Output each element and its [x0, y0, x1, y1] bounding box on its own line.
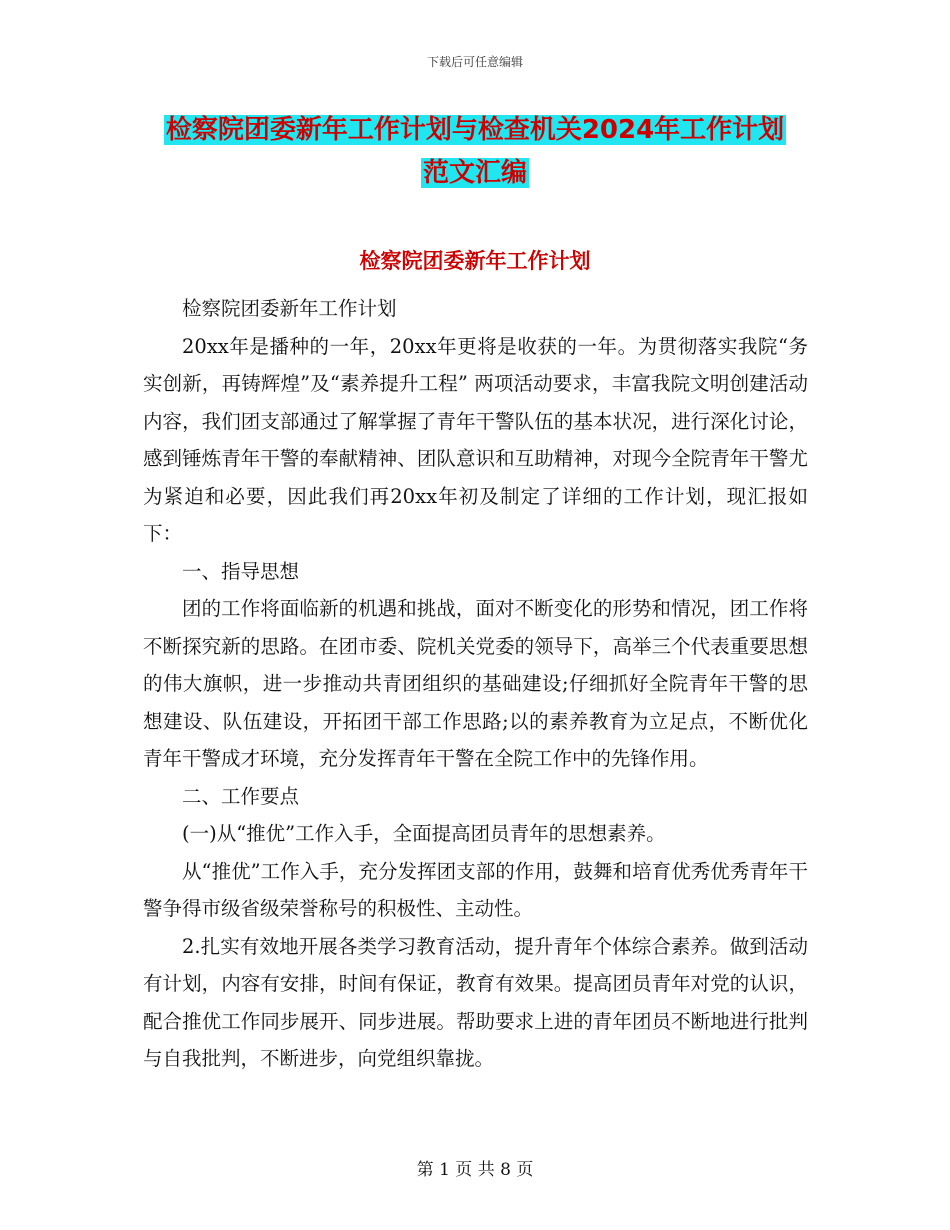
paragraph: 从“推优”工作入手，充分发挥团支部的作用，鼓舞和培育优秀优秀青年干警争得市级省级荣誉称号的积极性、主动性。 — [143, 859, 808, 920]
section-title: 检察院团委新年工作计划 — [359, 249, 591, 273]
paragraph: 20xx年是播种的一年，20xx年更将是收获的一年。为贯彻落实我院“务实创新，再铸辉煌”及“素养提升工程” 两项活动要求，丰富我院文明创建活动内容，我们团支部通过了解掌握了青年干警队伍的基本状况，进行深化讨论，感到锤炼青年干警的奉献精神、团队意识和互助精神，对现今全院青年干警尤为紧迫和必要，因此我们再20xx年初及制定了详细的工作计划，现汇报如下： — [143, 334, 808, 545]
document-title-line-2 — [0, 153, 950, 193]
paragraph: 检察院团委新年工作计划 — [182, 297, 397, 320]
document-title-text-2: 范文汇编 — [422, 158, 527, 188]
paragraph: 2.扎实有效地开展各类学习教育活动，提升青年个体综合素养。做到活动有计划，内容有安排，时间有保证，教育有效果。提高团员青年对党的认识，配合推优工作同步展开、同步进展。帮助要求上进的青年团员不断地进行批判与自我批判，不断进步，向党组织靠拢。 — [143, 934, 808, 1070]
header-note: 下载后可任意编辑 — [426, 55, 523, 69]
page-footer: 第 1 页 共 8 页 — [416, 1160, 534, 1180]
document-body — [143, 290, 808, 1078]
document-title-line-1 — [0, 110, 950, 150]
heading-work-points: 二、工作要点 — [182, 784, 300, 808]
paragraph: 团的工作将面临新的机遇和挑战，面对不断变化的形势和情况，团工作将不断探究新的思路。在团市委、院机关党委的领导下，高举三个代表重要思想的伟大旗帜，进一步推动共青团组织的基础建设;仔细抓好全院青年干警的思想建设、队伍建设，开拓团干部工作思路;以的素养教育为立足点，不断优化青年干警成才环境，充分发挥青年干警在全院工作中的先锋作用。 — [143, 597, 808, 770]
paragraph: (一)从“推优”工作入手，全面提高团员青年的思想素养。 — [182, 822, 666, 845]
heading-guiding-thought: 一、指导思想 — [182, 559, 300, 583]
document-title-text-1: 检察院团委新年工作计划与检查机关2024年工作计划 — [165, 115, 785, 145]
